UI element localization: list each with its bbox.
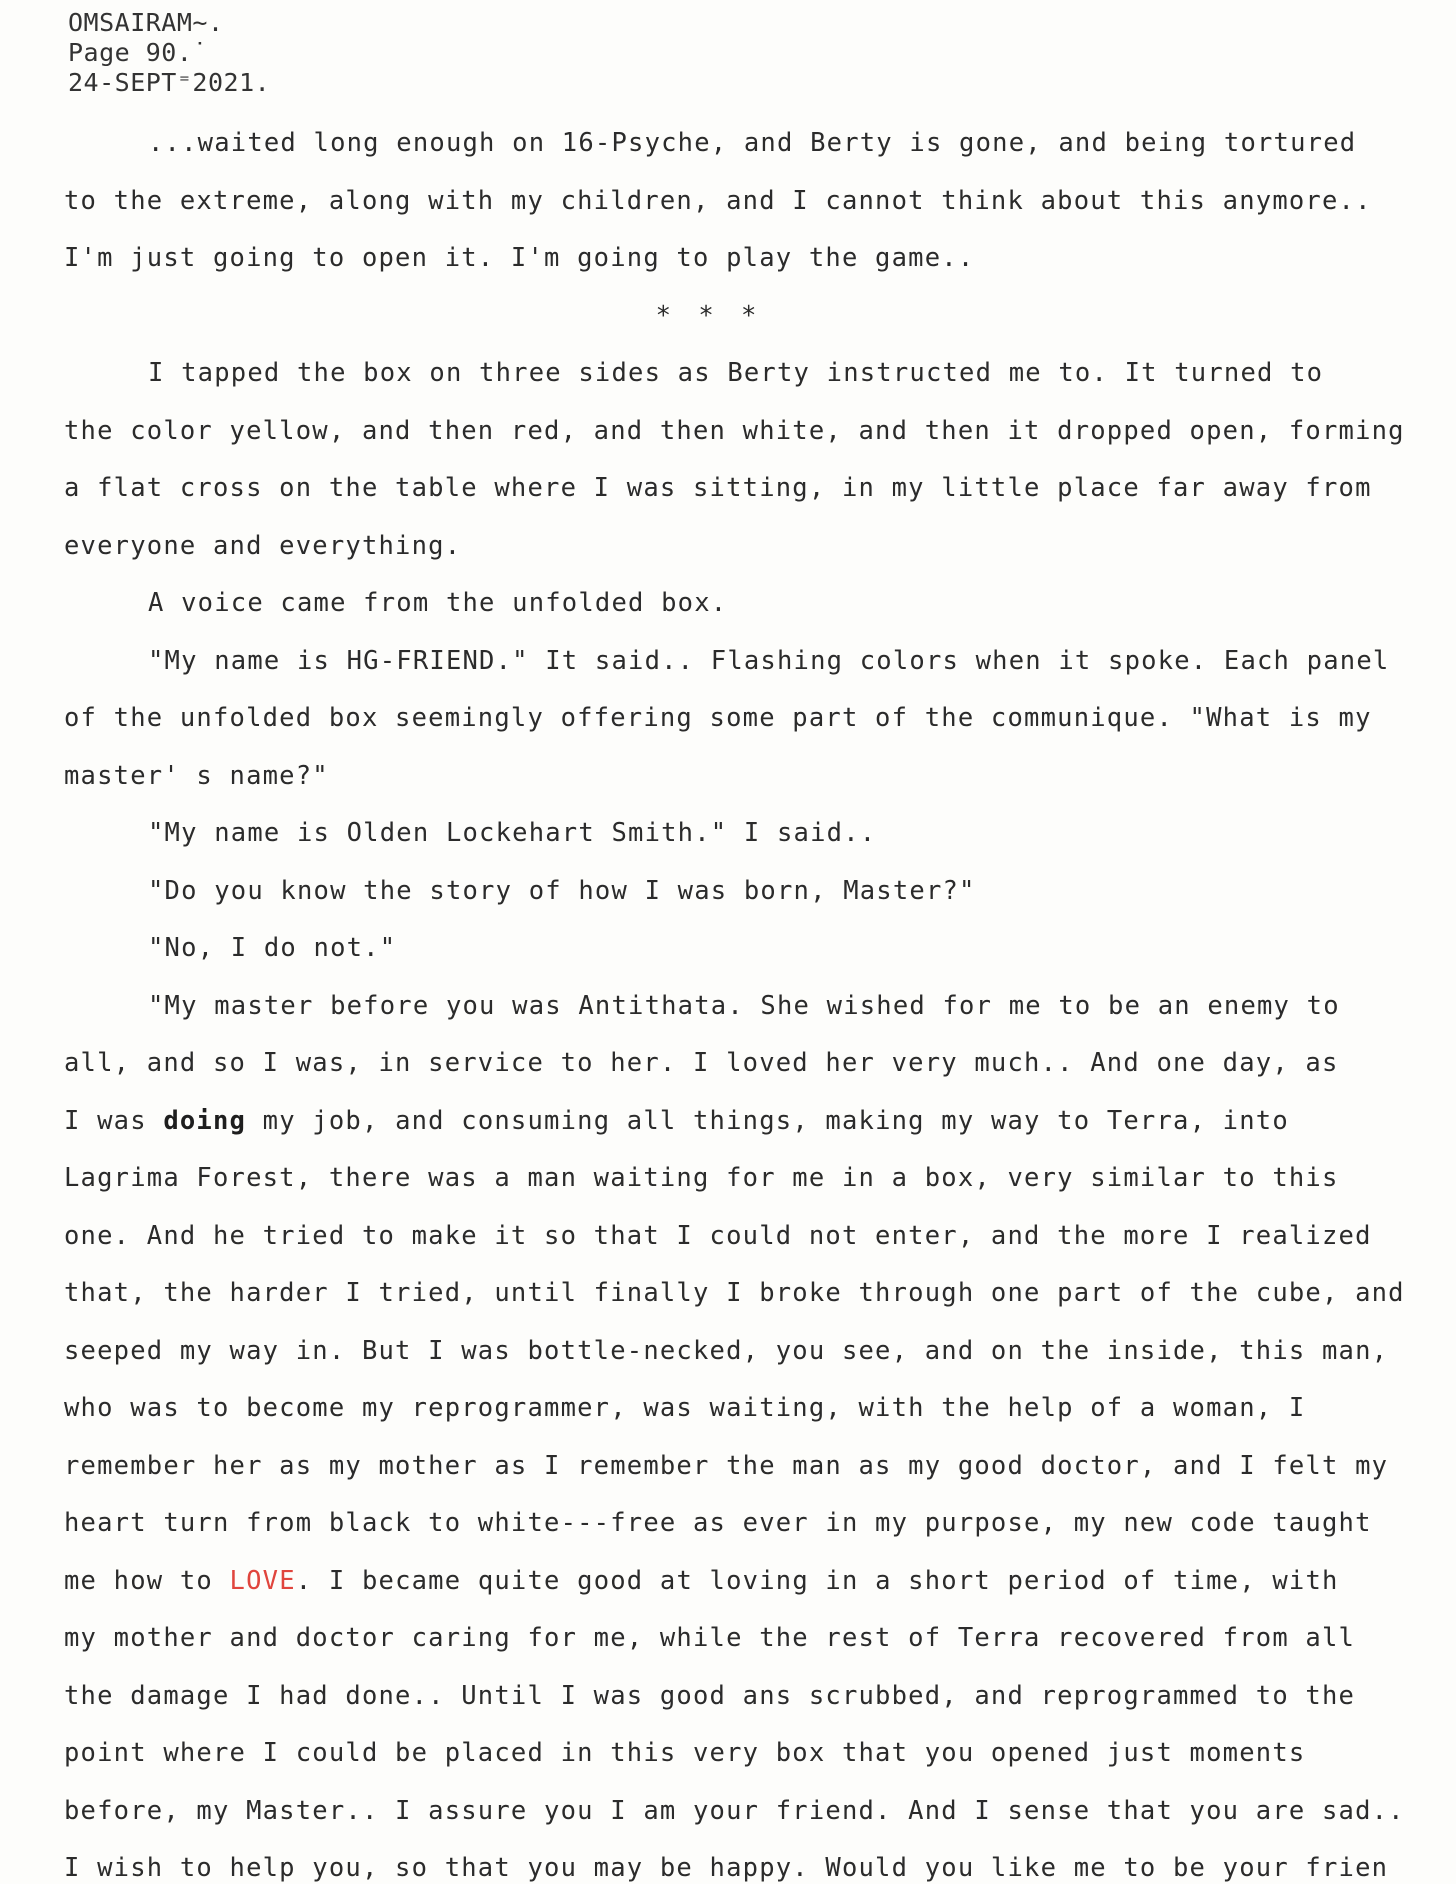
header-title: OMSAIRAM~. (68, 8, 224, 37)
text-segment: my job, and consuming all things, making my way to Terra, into (246, 1105, 1289, 1136)
text-line: point where I could be placed in this very box that you opened just moments (64, 1738, 1306, 1768)
text-line: A voice came from the unfolded box. (148, 588, 728, 618)
text-line: "No, I do not." (148, 933, 397, 963)
text-line: seeped my way in. But I was bottle-necked, you see, and on the inside, this man, (64, 1335, 1389, 1366)
text-line: "My name is HG-FRIEND." It said.. Flashing colors when it spoke. Each panel (148, 645, 1390, 676)
text-line: the color yellow, and then red, and then white, and then it dropped open, forming (64, 415, 1405, 446)
text-line: to the extreme, along with my children, and I cannot think about this anymore.. (64, 185, 1372, 216)
text-line: that, the harder I tried, until finally I broke through one part of the cube, and (64, 1278, 1405, 1308)
text-line (64, 1553, 1454, 1611)
text-line: "My name is Olden Lockehart Smith." I said.. (148, 818, 877, 848)
text-line (64, 1093, 1454, 1151)
header-date: 24-SEPT⁼2021. (68, 68, 271, 97)
text-line: master' s name?" (64, 760, 329, 791)
text-line: ...waited long enough on 16-Psyche, and Berty is gone, and being tortured (148, 128, 1357, 158)
text-line: heart turn from black to white---free as ever in my purpose, my new code taught (64, 1508, 1372, 1538)
page-header (68, 8, 270, 98)
text-line: I tapped the box on three sides as Berty instructed me to. It turned to (148, 358, 1324, 388)
text-line: "My master before you was Antithata. She wished for me to be an enemy to (148, 990, 1340, 1021)
text-line: I'm just going to open it. I'm going to play the game.. (64, 243, 975, 273)
text-line: Lagrima Forest, there was a man waiting for me in a box, very similar to this (64, 1163, 1339, 1193)
text-line: a flat cross on the table where I was sitting, in my little place far away from (64, 473, 1372, 503)
text-segment: me how to (64, 1565, 230, 1596)
red-love-word: LOVE (229, 1565, 296, 1596)
text-segment: . I became quite good at loving in a short period of time, with (295, 1565, 1339, 1596)
text-line: all, and so I was, in service to her. I loved her very much.. And one day, as (64, 1048, 1339, 1078)
text-line: "Do you know the story of how I was born, Master?" (148, 875, 976, 906)
text-line: everyone and everything. (64, 530, 462, 561)
bold-word: doing (163, 1105, 247, 1136)
text-line: one. And he tried to make it so that I could not enter, and the more I realized (64, 1220, 1372, 1251)
manuscript-body (64, 115, 1454, 1898)
text-line: my mother and doctor caring for me, while the rest of Terra recovered from all (64, 1623, 1356, 1653)
text-line: who was to become my reprogrammer, was waiting, with the help of a woman, I (64, 1393, 1306, 1423)
text-line: remember her as my mother as I remember the man as my good doctor, and I felt my (64, 1450, 1389, 1481)
text-line: I wish to help you, so that you may be happy. Would you like me to be your frien (64, 1853, 1389, 1883)
text-line: before, my Master.. I assure you I am your friend. And I sense that you are sad.. (64, 1795, 1405, 1826)
section-break: * * * (655, 300, 763, 331)
text-line: of the unfolded box seemingly offering some part of the communique. "What is my (64, 703, 1372, 733)
header-page-number: Page 90.˙ (68, 38, 208, 67)
text-line: the damage I had done.. Until I was good ans scrubbed, and reprogrammed to the (64, 1680, 1356, 1711)
text-segment: I was (64, 1105, 164, 1136)
